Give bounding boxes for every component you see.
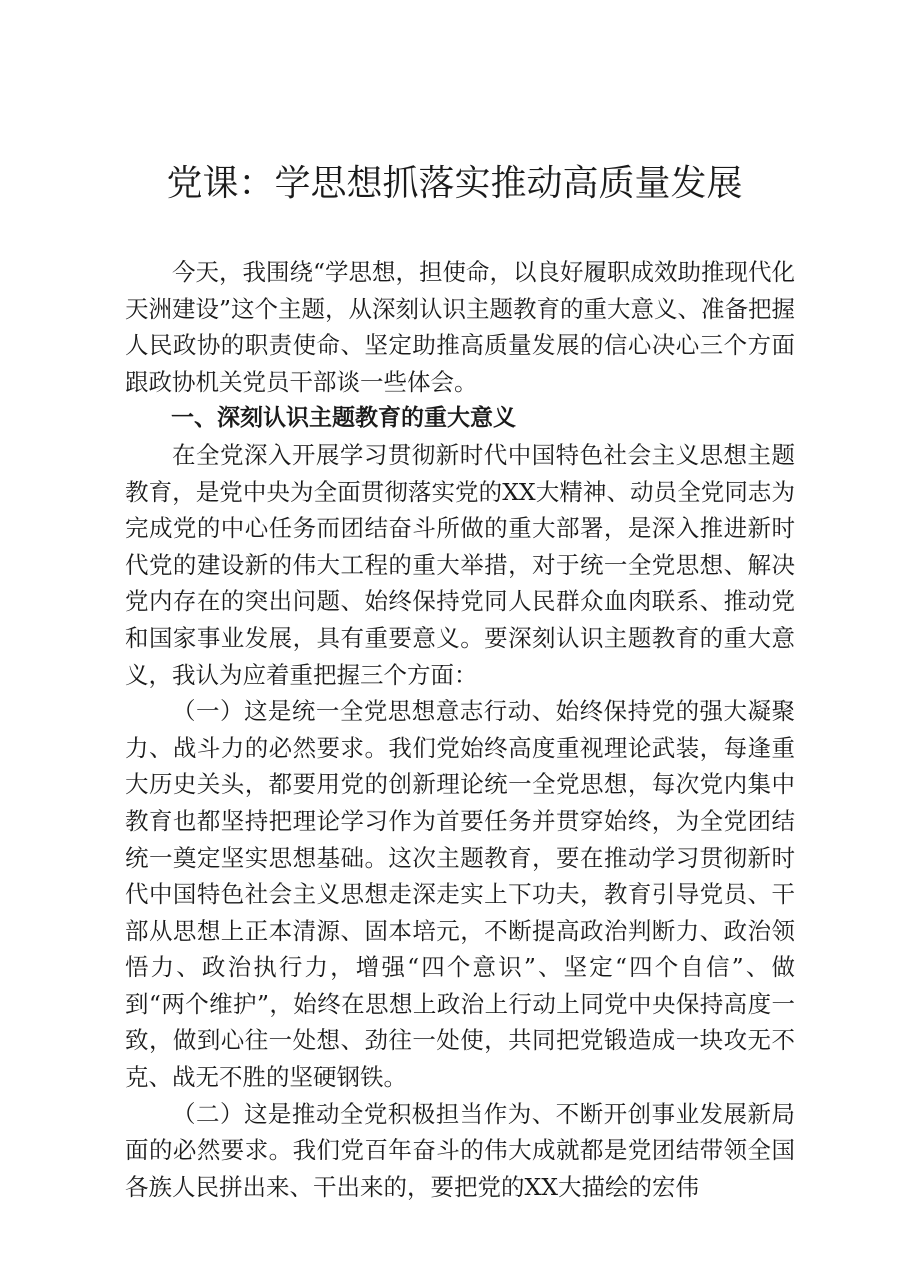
point-two-paragraph: （二）这是推动全党积极担当作为、不断开创事业发展新局面的必然要求。我们党百年奋斗的伟大成就都是党团结带领全国各族人民拼出来、干出来的，要把党的XX大描绘的宏伟 (125, 1099, 795, 1201)
document-title: 党课：学思想抓落实推动高质量发展 (166, 163, 743, 204)
point-one-paragraph: （一）这是统一全党思想意志行动、始终保持党的强大凝聚力、战斗力的必然要求。我们党始终高度重视理论武装，每逢重大历史关头，都要用党的创新理论统一全党思想，每次党内集中教育也都坚持把理论学习作为首要任务并贯穿始终，为全党团结统一奠定坚实思想基础。这次主题教育，要在推动学习贯彻新时代中国特色社会主义思想走深走实上下功夫，教育引导党员、干部从思想上正本清源、固本培元，不断提高政治判断力、政治领悟力、政治执行力，增强“四个意识”、坚定“四个自信”、做到“两个维护”，始终在思想上政治上行动上同党中央保持高度一致，做到心往一处想、劲往一处使，共同把党锻造成一块攻无不克、战无不胜的坚硬钢铁。 (125, 697, 795, 1092)
document-body (125, 254, 795, 1205)
intro-paragraph: 今天，我围绕“学思想，担使命，以良好履职成效助推现代化天洲建设”这个主题，从深刻认识主题教育的重大意义、准备把握人民政协的职责使命、坚定助推高质量发展的信心决心三个方面跟政协机关党员干部谈一些体会。 (125, 258, 796, 396)
section-paragraph: 在全党深入开展学习贯彻新时代中国特色社会主义思想主题教育，是党中央为全面贯彻落实党的XX大精神、动员全党同志为完成党的中心任务而团结奋斗所做的重大部署，是深入推进新时代党的建设新的伟大工程的重大举措，对于统一全党思想、解决党内存在的突出问题、始终保持党同人民群众血肉联系、推动党和国家事业发展，具有重要意义。要深刻认识主题教育的重大意义，我认为应着重把握三个方面： (125, 440, 795, 689)
section-heading: 一、深刻认识主题教育的重大意义 (171, 405, 516, 432)
